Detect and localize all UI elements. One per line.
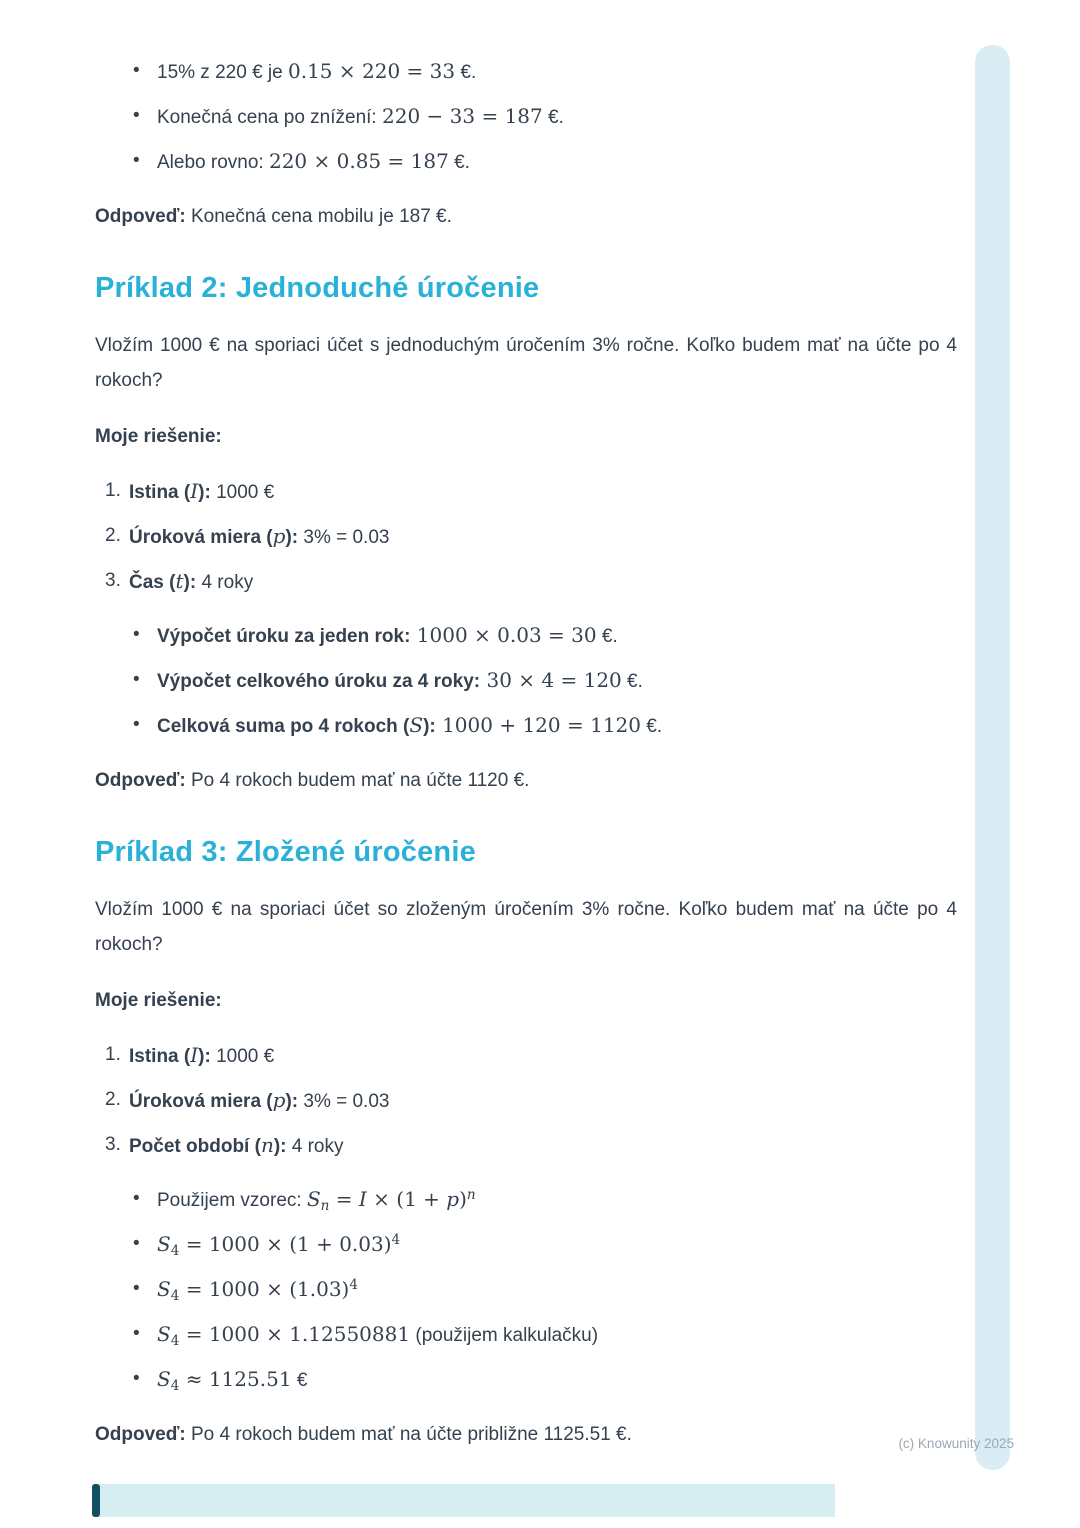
math-expression: 0.15 × 220 = 33 [287, 59, 456, 83]
solution-label: Moje riešenie: [95, 990, 222, 1011]
list-item [95, 710, 957, 742]
math-expression: 1000 × 0.03 = 30 [410, 623, 597, 647]
example2-heading: Príklad 2: Jednoduché úročenie [95, 272, 540, 304]
intro-bullet-list [95, 56, 957, 178]
callout-background-bar [100, 1484, 835, 1517]
math-variable: p [272, 1088, 286, 1112]
math-variable: I [190, 1043, 199, 1067]
bullet-icon: • [133, 1368, 140, 1389]
math-variable: p [272, 524, 286, 548]
bullet-icon: • [133, 1323, 140, 1344]
step-line [129, 1130, 957, 1162]
step-line [129, 521, 957, 553]
bullet-label: Výpočet úroku za jeden rok: [157, 626, 411, 647]
example3-problem: Vložím 1000 € na sporiaci účet so zloženým úročením 3% ročne. Koľko budem mať na účte po 4 rokoch? [95, 899, 957, 955]
answer-line [95, 766, 957, 796]
bullet-text: Použijem vzorec: [157, 1190, 307, 1211]
item-number: 3. [105, 1134, 121, 1155]
document-content [95, 50, 957, 1450]
step-label: ): [198, 1046, 211, 1067]
math-expression: $S_n = I \times (1 + p)^n$ [306, 1187, 476, 1214]
math-expression: 220 − 33 = 187 [382, 104, 543, 128]
list-item [95, 620, 957, 652]
bullet-line [157, 101, 957, 133]
item-number: 1. [105, 480, 121, 501]
step-text: 3% = 0.03 [298, 1091, 390, 1112]
list-item [95, 1184, 957, 1216]
math-expression: 1000 + 120 = 1120 [435, 713, 641, 737]
bullet-text: €. [455, 62, 477, 83]
answer-line [95, 1420, 957, 1450]
step-line [129, 476, 957, 508]
item-number: 3. [105, 570, 121, 591]
bullet-line [157, 1184, 957, 1216]
footer-credit: (c) Knowunity 2025 [898, 1436, 1014, 1451]
numbered-item [95, 476, 957, 508]
step-label: Čas ( [129, 572, 176, 593]
list-item [95, 146, 957, 178]
bullet-line [157, 1274, 957, 1306]
bullet-text: € [291, 1370, 308, 1391]
bullet-icon: • [133, 1188, 140, 1209]
bullet-icon: • [133, 669, 140, 690]
bullet-icon: • [133, 60, 140, 81]
step-text: 3% = 0.03 [298, 527, 390, 548]
example3-step-list [95, 1040, 957, 1162]
step-label: ): [273, 1136, 287, 1157]
list-item [95, 1364, 957, 1396]
numbered-item [95, 1085, 957, 1117]
math-variable: I [190, 479, 199, 503]
solution-label: Moje riešenie: [95, 426, 222, 447]
bullet-line [157, 1319, 957, 1351]
example2-bullet-list [95, 620, 957, 742]
list-item [95, 1274, 957, 1306]
bullet-icon: • [133, 624, 140, 645]
step-line [129, 1085, 957, 1117]
list-item [95, 101, 957, 133]
math-expression: $S_4 = 1000 \times 1.12550881$ [157, 1322, 411, 1349]
step-text: 4 roky [196, 572, 254, 593]
numbered-item [95, 1040, 957, 1072]
bullet-text: €. [542, 107, 564, 128]
bullet-line [157, 665, 957, 697]
step-label: ): [183, 572, 197, 593]
math-variable: n [260, 1133, 274, 1157]
math-expression: $S_4 \approx 1125.51$ [157, 1367, 292, 1394]
step-label: Istina ( [129, 1046, 191, 1067]
bullet-icon: • [133, 714, 140, 735]
item-number: 2. [105, 525, 121, 546]
step-label: Počet období ( [129, 1136, 261, 1157]
math-expression: 30 × 4 = 120 [480, 668, 622, 692]
item-number: 1. [105, 1044, 121, 1065]
bullet-icon: • [133, 150, 140, 171]
math-expression: 220 × 0.85 = 187 [268, 149, 449, 173]
answer-label: Odpoveď: [95, 206, 186, 227]
callout-bar [92, 1484, 835, 1517]
step-label: ): [285, 1091, 299, 1112]
bullet-icon: • [133, 105, 140, 126]
example3-heading: Príklad 3: Zložené úročenie [95, 836, 476, 868]
bullet-line [157, 1364, 957, 1396]
step-text: 1000 € [210, 1046, 275, 1067]
numbered-item [95, 1130, 957, 1162]
bullet-label: Výpočet celkového úroku za 4 roky: [157, 671, 481, 692]
bullet-line [157, 1229, 957, 1261]
example2-step-list [95, 476, 957, 598]
bullet-text: 15% z 220 € je [157, 62, 288, 83]
list-item [95, 1229, 957, 1261]
math-variable: S [409, 713, 424, 737]
step-text: 4 roky [286, 1136, 344, 1157]
bullet-text: €. [596, 626, 618, 647]
step-label: ): [285, 527, 299, 548]
bullet-line [157, 146, 957, 178]
bullet-line [157, 710, 957, 742]
list-item [95, 1319, 957, 1351]
bullet-line [157, 56, 957, 88]
step-label: Úroková miera ( [129, 1091, 273, 1112]
bullet-line [157, 620, 957, 652]
math-expression: $S_4 = 1000 \times (1 + 0.03)^4$ [157, 1232, 401, 1259]
step-line [129, 566, 957, 598]
answer-text: Po 4 rokoch budem mať na účte približne 1125.51 €. [185, 1424, 632, 1445]
answer-label: Odpoveď: [95, 1424, 186, 1445]
list-item [95, 665, 957, 697]
bullet-text: Alebo rovno: [157, 152, 269, 173]
bullet-text: €. [621, 671, 643, 692]
bullet-text: €. [448, 152, 470, 173]
numbered-item [95, 521, 957, 553]
bullet-text: (použijem kalkulačku) [410, 1325, 599, 1346]
bullet-label: Celková suma po 4 rokoch ( [157, 716, 410, 737]
item-number: 2. [105, 1089, 121, 1110]
list-item [95, 56, 957, 88]
answer-label: Odpoveď: [95, 770, 186, 791]
numbered-item [95, 566, 957, 598]
step-label: Istina ( [129, 482, 191, 503]
bullet-label: ): [423, 716, 436, 737]
bullet-text: Konečná cena po znížení: [157, 107, 382, 128]
step-text: 1000 € [210, 482, 275, 503]
right-margin-strip [975, 45, 1010, 1470]
math-expression: $S_4 = 1000 \times (1.03)^4$ [157, 1277, 358, 1304]
bullet-icon: • [133, 1233, 140, 1254]
answer-line [95, 202, 957, 232]
example2-problem: Vložím 1000 € na sporiaci účet s jednoduchým úročením 3% ročne. Koľko budem mať na účte po 4 rokoch? [95, 335, 957, 391]
step-label: Úroková miera ( [129, 527, 273, 548]
example3-bullet-list [95, 1184, 957, 1396]
step-line [129, 1040, 957, 1072]
callout-accent-bar [92, 1484, 100, 1517]
answer-text: Po 4 rokoch budem mať na účte 1120 €. [185, 770, 530, 791]
bullet-icon: • [133, 1278, 140, 1299]
math-variable: t [175, 569, 184, 593]
step-label: ): [198, 482, 211, 503]
bullet-text: €. [641, 716, 663, 737]
answer-text: Konečná cena mobilu je 187 €. [185, 206, 452, 227]
